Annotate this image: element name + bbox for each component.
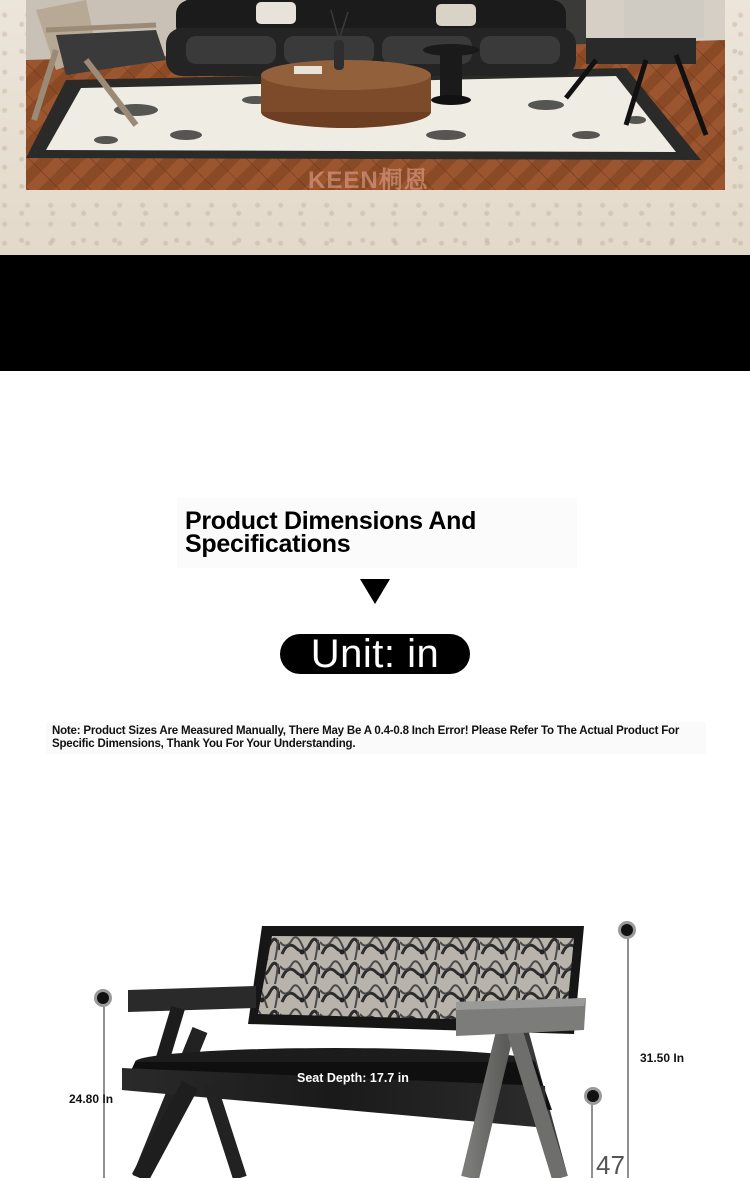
dimension-line-seat-height bbox=[94, 989, 112, 1178]
total-height-label: 31.50 In bbox=[640, 1051, 685, 1065]
partial-dimension-label: 47 bbox=[596, 1150, 625, 1180]
brand-watermark: KEEN桐恩 bbox=[308, 167, 429, 190]
dimension-line-total-height bbox=[618, 921, 636, 1178]
spec-heading: Product Dimensions And Specifications bbox=[185, 507, 477, 558]
seat-depth-label: Seat Depth: 17.7 in bbox=[297, 1071, 409, 1085]
left-armrest bbox=[128, 986, 256, 1012]
unit-badge: Unit: in bbox=[280, 634, 470, 674]
measurement-note: Note: Product Sizes Are Measured Manually, There May Be A 0.4-0.8 Inch Error! Please Refer To The Actual Product For Specific Dimensions, Thank You For Your Understanding. bbox=[52, 725, 680, 750]
seat-height-label: 24.80 In bbox=[69, 1092, 114, 1106]
